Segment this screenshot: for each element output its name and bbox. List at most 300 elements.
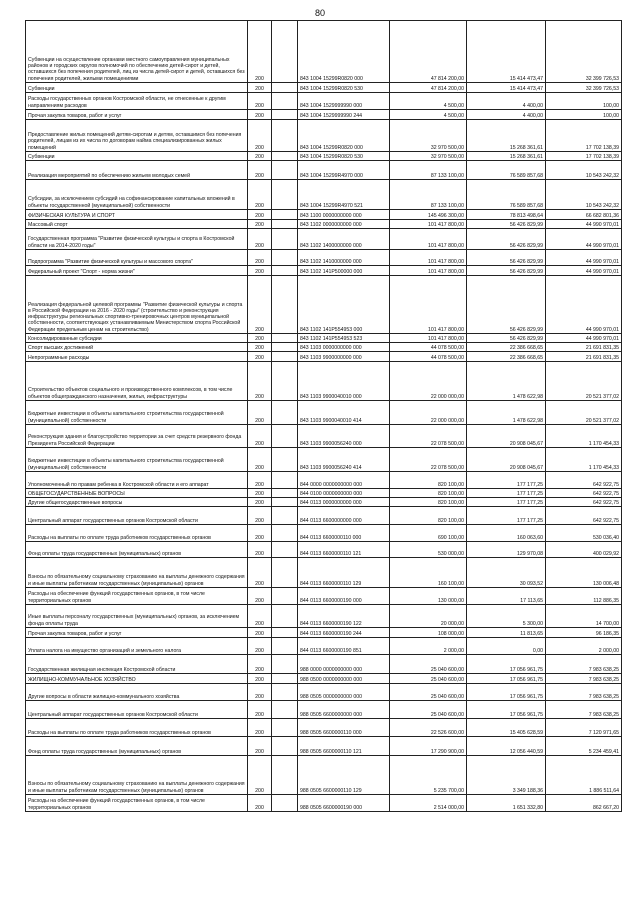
row-blank-cell <box>272 684 298 701</box>
row-classification-code: 844 0000 0000000000 000 <box>298 472 390 489</box>
row-executed-amount: 17 056 961,75 <box>467 701 546 719</box>
page-number: 80 <box>314 8 325 18</box>
row-executed-amount: 5 300,00 <box>467 605 546 628</box>
row-executed-amount: 15 414 473,47 <box>467 21 546 83</box>
row-admin-code: 200 <box>248 737 272 756</box>
row-name: Фонд оплаты труда государственных (муниципальных) органов <box>26 737 248 756</box>
row-blank-cell <box>272 628 298 638</box>
row-admin-code: 200 <box>248 655 272 674</box>
row-classification-code: 988 0505 6600000190 000 <box>298 795 390 812</box>
row-blank-cell <box>272 276 298 334</box>
row-name: Непрограммные расходы <box>26 352 248 362</box>
table-row <box>26 489 622 498</box>
row-executed-amount: 76 589 857,68 <box>467 180 546 210</box>
row-name: Субвенции <box>26 83 248 93</box>
table-row <box>26 448 622 472</box>
row-classification-code: 988 0505 6600000000 000 <box>298 701 390 719</box>
row-blank-cell <box>272 343 298 352</box>
row-name: Подпрограмма "Развитие физической культуры и массового спорта" <box>26 250 248 266</box>
row-blank-cell <box>272 489 298 498</box>
row-executed-amount: 177 177,25 <box>467 472 546 489</box>
row-blank-cell <box>272 448 298 472</box>
row-approved-amount: 25 040 600,00 <box>390 701 467 719</box>
row-classification-code: 843 1103 0000000000 000 <box>298 343 390 352</box>
row-executed-amount: 17 113,65 <box>467 588 546 605</box>
row-remainder-amount: 7 983 638,25 <box>546 701 622 719</box>
row-name: Прочая закупка товаров, работ и услуг <box>26 110 248 120</box>
row-executed-amount: 76 589 857,68 <box>467 161 546 180</box>
row-admin-code: 200 <box>248 525 272 542</box>
row-admin-code: 200 <box>248 343 272 352</box>
row-approved-amount: 101 417 800,00 <box>390 229 467 250</box>
row-remainder-amount: 17 702 138,39 <box>546 120 622 152</box>
row-remainder-amount: 44 990 970,01 <box>546 250 622 266</box>
row-name: Реализация федеральной целевой программы "Развитие физической культуры и спорта в Российской Федерации на 2016 - 2020 годы" (строительство и реконструкция инфраструктуры региональных спортивно-тренировочных центров муниципальной собственности, соответствующих устанавливаемым Министерством спорта Российской Федерации предельным ценам на строительство) <box>26 276 248 334</box>
row-name: Расходы на обеспечение функций государственных органов, в том числе территориальных органов <box>26 588 248 605</box>
row-remainder-amount: 530 036,40 <box>546 525 622 542</box>
row-admin-code: 200 <box>248 507 272 525</box>
row-blank-cell <box>272 638 298 655</box>
row-remainder-amount: 642 922,75 <box>546 489 622 498</box>
row-blank-cell <box>272 588 298 605</box>
row-name: Взносы по обязательному социальному страхованию на выплаты денежного содержания и иные выплаты работникам государственных (муниципальных) органов <box>26 558 248 588</box>
row-approved-amount: 101 417 800,00 <box>390 250 467 266</box>
budget-execution-table <box>25 20 622 812</box>
row-approved-amount: 820 100,00 <box>390 489 467 498</box>
row-remainder-amount: 7 983 638,25 <box>546 684 622 701</box>
row-executed-amount: 15 268 361,61 <box>467 120 546 152</box>
table-row <box>26 343 622 352</box>
row-admin-code: 200 <box>248 674 272 684</box>
row-approved-amount: 44 078 500,00 <box>390 352 467 362</box>
table-row <box>26 558 622 588</box>
row-blank-cell <box>272 161 298 180</box>
row-name: Консолидированные субсидии <box>26 334 248 343</box>
row-remainder-amount: 642 922,75 <box>546 498 622 507</box>
row-executed-amount: 17 056 961,75 <box>467 655 546 674</box>
row-executed-amount: 56 426 829,99 <box>467 276 546 334</box>
row-approved-amount: 22 078 500,00 <box>390 448 467 472</box>
row-remainder-amount: 112 886,35 <box>546 588 622 605</box>
row-executed-amount: 22 386 668,65 <box>467 343 546 352</box>
row-name: Уполномоченный по правам ребенка в Костромской области и его аппарат <box>26 472 248 489</box>
row-remainder-amount: 32 399 726,53 <box>546 83 622 93</box>
table-row <box>26 180 622 210</box>
row-approved-amount: 130 000,00 <box>390 588 467 605</box>
row-classification-code: 843 1102 1410000000 000 <box>298 250 390 266</box>
row-blank-cell <box>272 352 298 362</box>
row-executed-amount: 78 813 498,64 <box>467 210 546 220</box>
row-admin-code: 200 <box>248 229 272 250</box>
row-name: ФИЗИЧЕСКАЯ КУЛЬТУРА И СПОРТ <box>26 210 248 220</box>
row-admin-code: 200 <box>248 250 272 266</box>
row-approved-amount: 820 100,00 <box>390 498 467 507</box>
row-admin-code: 200 <box>248 628 272 638</box>
row-classification-code: 843 1103 9900040010 414 <box>298 401 390 425</box>
row-classification-code: 844 0113 0000000000 000 <box>298 498 390 507</box>
row-admin-code: 200 <box>248 588 272 605</box>
row-remainder-amount: 100,00 <box>546 93 622 110</box>
row-executed-amount: 1 651 332,80 <box>467 795 546 812</box>
row-classification-code: 843 1004 15299R4970 521 <box>298 180 390 210</box>
row-remainder-amount: 44 990 970,01 <box>546 276 622 334</box>
row-approved-amount: 4 500,00 <box>390 110 467 120</box>
row-admin-code: 200 <box>248 210 272 220</box>
row-executed-amount: 12 056 440,59 <box>467 737 546 756</box>
row-name: Государственная жилищная инспекция Костромской области <box>26 655 248 674</box>
table-row <box>26 638 622 655</box>
row-blank-cell <box>272 362 298 401</box>
row-blank-cell <box>272 507 298 525</box>
table-row <box>26 498 622 507</box>
row-approved-amount: 25 040 600,00 <box>390 655 467 674</box>
row-name: Федеральный проект "Спорт - норма жизни" <box>26 266 248 276</box>
row-approved-amount: 820 100,00 <box>390 507 467 525</box>
row-blank-cell <box>272 756 298 795</box>
row-remainder-amount: 21 691 831,35 <box>546 352 622 362</box>
table-row <box>26 93 622 110</box>
row-remainder-amount: 642 922,75 <box>546 507 622 525</box>
row-name: Центральный аппарат государственных органов Костромской области <box>26 507 248 525</box>
row-name: Государственная программа "Развитие физической культуры и спорта в Костромской области на 2014-2020 годы" <box>26 229 248 250</box>
row-name: Предоставление жилых помещений детям-сиротам и детям, оставшимся без попечения родителей, лицам из их числа по договорам найма специализированных жилых помещений <box>26 120 248 152</box>
row-admin-code: 200 <box>248 448 272 472</box>
row-remainder-amount: 1 170 454,33 <box>546 425 622 448</box>
row-classification-code: 843 1100 0000000000 000 <box>298 210 390 220</box>
row-classification-code: 844 0113 6600000110 121 <box>298 542 390 558</box>
row-name: Субвенции на осуществление органами местного самоуправления муниципальных районов и городских округов полномочий по обеспечению детей-сирот и детей, оставшихся без попечения родителей, лиц из числа детей-сирот и детей, оставшихся без попечения родителей, жилыми помещениями <box>26 21 248 83</box>
row-approved-amount: 32 970 500,00 <box>390 152 467 161</box>
row-approved-amount: 44 078 500,00 <box>390 343 467 352</box>
row-blank-cell <box>272 655 298 674</box>
row-classification-code: 988 0500 0000000000 000 <box>298 674 390 684</box>
row-name: Фонд оплаты труда государственных (муниципальных) органов <box>26 542 248 558</box>
row-approved-amount: 32 970 500,00 <box>390 120 467 152</box>
row-admin-code: 200 <box>248 498 272 507</box>
row-approved-amount: 101 417 800,00 <box>390 334 467 343</box>
row-approved-amount: 2 514 000,00 <box>390 795 467 812</box>
row-classification-code: 843 1102 1400000000 000 <box>298 229 390 250</box>
row-approved-amount: 690 100,00 <box>390 525 467 542</box>
row-name: Реконструкция здания и благоустройство территории за счет средств резервного фонда Президента Российской Федерации <box>26 425 248 448</box>
row-executed-amount: 56 426 829,99 <box>467 334 546 343</box>
row-approved-amount: 2 000,00 <box>390 638 467 655</box>
table-row <box>26 161 622 180</box>
row-classification-code: 844 0113 6600000190 122 <box>298 605 390 628</box>
row-blank-cell <box>272 472 298 489</box>
row-classification-code: 843 1102 0000000000 000 <box>298 220 390 229</box>
row-blank-cell <box>272 250 298 266</box>
row-blank-cell <box>272 334 298 343</box>
table-row <box>26 719 622 737</box>
table-row <box>26 756 622 795</box>
row-approved-amount: 101 417 800,00 <box>390 266 467 276</box>
table-row <box>26 795 622 812</box>
row-remainder-amount: 642 922,75 <box>546 472 622 489</box>
table-row <box>26 21 622 83</box>
row-remainder-amount: 96 186,35 <box>546 628 622 638</box>
row-admin-code: 200 <box>248 352 272 362</box>
row-remainder-amount: 7 983 638,25 <box>546 655 622 674</box>
row-executed-amount: 17 056 961,75 <box>467 674 546 684</box>
row-admin-code: 200 <box>248 719 272 737</box>
row-blank-cell <box>272 542 298 558</box>
table-row <box>26 425 622 448</box>
row-classification-code: 843 1103 9900040010 000 <box>298 362 390 401</box>
budget-table-body <box>26 21 622 812</box>
row-classification-code: 844 0113 6600000000 000 <box>298 507 390 525</box>
table-row <box>26 525 622 542</box>
table-row <box>26 628 622 638</box>
row-executed-amount: 56 426 829,99 <box>467 220 546 229</box>
row-classification-code: 843 1004 1529999990 244 <box>298 110 390 120</box>
row-classification-code: 843 1103 9900056240 414 <box>298 448 390 472</box>
row-classification-code: 843 1103 9900056240 000 <box>298 425 390 448</box>
row-name: Спорт высших достижений <box>26 343 248 352</box>
table-row <box>26 588 622 605</box>
table-row <box>26 152 622 161</box>
row-blank-cell <box>272 719 298 737</box>
row-admin-code: 200 <box>248 542 272 558</box>
row-admin-code: 200 <box>248 701 272 719</box>
row-approved-amount: 4 500,00 <box>390 93 467 110</box>
row-remainder-amount: 130 006,48 <box>546 558 622 588</box>
row-blank-cell <box>272 93 298 110</box>
row-remainder-amount: 17 702 138,39 <box>546 152 622 161</box>
row-executed-amount: 3 349 188,36 <box>467 756 546 795</box>
row-admin-code: 200 <box>248 161 272 180</box>
row-approved-amount: 101 417 800,00 <box>390 220 467 229</box>
row-executed-amount: 177 177,25 <box>467 489 546 498</box>
row-admin-code: 200 <box>248 110 272 120</box>
table-row <box>26 276 622 334</box>
row-blank-cell <box>272 525 298 542</box>
row-remainder-amount: 44 990 970,01 <box>546 229 622 250</box>
row-remainder-amount: 400 029,92 <box>546 542 622 558</box>
row-executed-amount: 56 426 829,99 <box>467 266 546 276</box>
row-admin-code: 200 <box>248 638 272 655</box>
row-remainder-amount: 5 234 459,41 <box>546 737 622 756</box>
row-approved-amount: 160 100,00 <box>390 558 467 588</box>
row-approved-amount: 530 000,00 <box>390 542 467 558</box>
table-row <box>26 507 622 525</box>
row-classification-code: 988 0505 0000000000 000 <box>298 684 390 701</box>
row-remainder-amount: 10 543 242,32 <box>546 180 622 210</box>
row-executed-amount: 15 405 628,59 <box>467 719 546 737</box>
row-approved-amount: 22 000 000,00 <box>390 401 467 425</box>
row-executed-amount: 20 908 045,67 <box>467 448 546 472</box>
row-remainder-amount: 2 000,00 <box>546 638 622 655</box>
row-approved-amount: 145 496 300,00 <box>390 210 467 220</box>
row-admin-code: 200 <box>248 334 272 343</box>
row-remainder-amount: 32 399 726,53 <box>546 21 622 83</box>
row-classification-code: 843 1004 15299R0820 530 <box>298 83 390 93</box>
row-executed-amount: 56 426 829,99 <box>467 250 546 266</box>
row-remainder-amount: 44 990 970,01 <box>546 220 622 229</box>
row-classification-code: 843 1004 15299R0820 000 <box>298 120 390 152</box>
table-row <box>26 83 622 93</box>
row-approved-amount: 22 526 600,00 <box>390 719 467 737</box>
row-classification-code: 843 1004 1529999990 000 <box>298 93 390 110</box>
row-executed-amount: 17 056 961,75 <box>467 684 546 701</box>
row-classification-code: 844 0100 0000000000 000 <box>298 489 390 498</box>
row-blank-cell <box>272 605 298 628</box>
row-executed-amount: 1 478 622,98 <box>467 401 546 425</box>
row-admin-code: 200 <box>248 795 272 812</box>
row-admin-code: 200 <box>248 266 272 276</box>
row-approved-amount: 87 133 100,00 <box>390 180 467 210</box>
row-blank-cell <box>272 180 298 210</box>
row-executed-amount: 11 813,65 <box>467 628 546 638</box>
table-row <box>26 401 622 425</box>
row-blank-cell <box>272 210 298 220</box>
row-name: Иные выплаты персоналу государственных (муниципальных) органов, за исключением фонда оплаты труда <box>26 605 248 628</box>
row-name: Расходы на выплаты по оплате труда работников государственных органов <box>26 719 248 737</box>
row-remainder-amount: 44 990 970,01 <box>546 334 622 343</box>
row-blank-cell <box>272 229 298 250</box>
row-classification-code: 843 1102 141P554953 000 <box>298 276 390 334</box>
row-name: Массовый спорт <box>26 220 248 229</box>
row-blank-cell <box>272 701 298 719</box>
row-classification-code: 844 0113 6600000110 129 <box>298 558 390 588</box>
row-name: Строительство объектов социального и производственного комплексов, в том числе объектов общегражданского назначения, жилья, инфраструктуры <box>26 362 248 401</box>
table-row <box>26 701 622 719</box>
row-admin-code: 200 <box>248 401 272 425</box>
row-blank-cell <box>272 558 298 588</box>
row-admin-code: 200 <box>248 83 272 93</box>
row-name: Субвенции <box>26 152 248 161</box>
row-name: Реализация мероприятий по обеспечению жильем молодых семей <box>26 161 248 180</box>
table-row <box>26 220 622 229</box>
row-classification-code: 988 0505 6600000110 129 <box>298 756 390 795</box>
row-admin-code: 200 <box>248 220 272 229</box>
table-row <box>26 110 622 120</box>
row-remainder-amount: 10 543 242,32 <box>546 161 622 180</box>
row-blank-cell <box>272 110 298 120</box>
row-remainder-amount: 21 691 831,35 <box>546 343 622 352</box>
row-name: Другие вопросы в области жилищно-коммунального хозяйства <box>26 684 248 701</box>
table-row <box>26 229 622 250</box>
table-row <box>26 250 622 266</box>
row-remainder-amount: 862 667,20 <box>546 795 622 812</box>
row-blank-cell <box>272 674 298 684</box>
row-remainder-amount: 1 886 511,64 <box>546 756 622 795</box>
row-name: Расходы на обеспечение функций государственных органов, в том числе территориальных органов <box>26 795 248 812</box>
row-classification-code: 843 1102 141P554953 523 <box>298 334 390 343</box>
row-approved-amount: 5 235 700,00 <box>390 756 467 795</box>
row-executed-amount: 4 400,00 <box>467 110 546 120</box>
row-approved-amount: 22 078 500,00 <box>390 425 467 448</box>
row-executed-amount: 177 177,25 <box>467 498 546 507</box>
row-name: Взносы по обязательному социальному страхованию на выплаты денежного содержания и иные выплаты работникам государственных (муниципальных) органов <box>26 756 248 795</box>
table-row <box>26 737 622 756</box>
table-row <box>26 362 622 401</box>
row-executed-amount: 160 063,60 <box>467 525 546 542</box>
row-remainder-amount: 20 521 377,02 <box>546 401 622 425</box>
table-row <box>26 120 622 152</box>
row-admin-code: 200 <box>248 276 272 334</box>
row-blank-cell <box>272 83 298 93</box>
row-approved-amount: 20 000,00 <box>390 605 467 628</box>
row-classification-code: 843 1102 141P500000 000 <box>298 266 390 276</box>
row-admin-code: 200 <box>248 684 272 701</box>
row-remainder-amount: 1 170 454,33 <box>546 448 622 472</box>
row-executed-amount: 15 268 361,61 <box>467 152 546 161</box>
row-name: Центральный аппарат государственных органов Костромской области <box>26 701 248 719</box>
row-classification-code: 988 0505 6600000110 000 <box>298 719 390 737</box>
row-remainder-amount: 7 983 638,25 <box>546 674 622 684</box>
row-name: Бюджетные инвестиции в объекты капитального строительства государственной (муниципальной) собственности <box>26 448 248 472</box>
row-admin-code: 200 <box>248 152 272 161</box>
row-classification-code: 843 1103 9900000000 000 <box>298 352 390 362</box>
row-approved-amount: 17 290 900,00 <box>390 737 467 756</box>
row-name: Прочая закупка товаров, работ и услуг <box>26 628 248 638</box>
row-approved-amount: 87 133 100,00 <box>390 161 467 180</box>
row-executed-amount: 129 970,08 <box>467 542 546 558</box>
row-admin-code: 200 <box>248 425 272 448</box>
row-remainder-amount: 20 521 377,02 <box>546 362 622 401</box>
row-blank-cell <box>272 120 298 152</box>
row-blank-cell <box>272 152 298 161</box>
row-approved-amount: 820 100,00 <box>390 472 467 489</box>
row-remainder-amount: 66 682 801,36 <box>546 210 622 220</box>
row-classification-code: 843 1004 15299R0820 530 <box>298 152 390 161</box>
row-name: Уплата налога на имущество организаций и земельного налога <box>26 638 248 655</box>
row-classification-code: 988 0505 6600000110 121 <box>298 737 390 756</box>
row-classification-code: 844 0113 6600000110 000 <box>298 525 390 542</box>
row-blank-cell <box>272 737 298 756</box>
table-row <box>26 655 622 674</box>
row-admin-code: 200 <box>248 489 272 498</box>
row-name: ОБЩЕГОСУДАРСТВЕННЫЕ ВОПРОСЫ <box>26 489 248 498</box>
table-row <box>26 210 622 220</box>
row-name: ЖИЛИЩНО-КОММУНАЛЬНОЕ ХОЗЯЙСТВО <box>26 674 248 684</box>
row-admin-code: 200 <box>248 362 272 401</box>
table-row <box>26 605 622 628</box>
row-approved-amount: 47 814 200,00 <box>390 83 467 93</box>
row-approved-amount: 22 000 000,00 <box>390 362 467 401</box>
row-executed-amount: 0,00 <box>467 638 546 655</box>
row-approved-amount: 47 814 200,00 <box>390 21 467 83</box>
row-classification-code: 843 1004 15299R4970 000 <box>298 161 390 180</box>
row-remainder-amount: 7 120 971,65 <box>546 719 622 737</box>
table-row <box>26 472 622 489</box>
table-row <box>26 684 622 701</box>
row-executed-amount: 30 093,52 <box>467 558 546 588</box>
row-blank-cell <box>272 21 298 83</box>
row-blank-cell <box>272 401 298 425</box>
row-name: Бюджетные инвестиции в объекты капитального строительства государственной (муниципальной) собственности <box>26 401 248 425</box>
row-blank-cell <box>272 220 298 229</box>
row-blank-cell <box>272 266 298 276</box>
row-blank-cell <box>272 795 298 812</box>
table-row <box>26 334 622 343</box>
row-admin-code: 200 <box>248 120 272 152</box>
row-admin-code: 200 <box>248 605 272 628</box>
row-approved-amount: 101 417 800,00 <box>390 276 467 334</box>
row-admin-code: 200 <box>248 93 272 110</box>
row-blank-cell <box>272 425 298 448</box>
row-executed-amount: 1 478 622,98 <box>467 362 546 401</box>
row-approved-amount: 25 040 600,00 <box>390 674 467 684</box>
row-executed-amount: 177 177,25 <box>467 507 546 525</box>
row-remainder-amount: 100,00 <box>546 110 622 120</box>
row-approved-amount: 108 000,00 <box>390 628 467 638</box>
row-blank-cell <box>272 498 298 507</box>
row-executed-amount: 20 908 045,67 <box>467 425 546 448</box>
row-remainder-amount: 44 990 970,01 <box>546 266 622 276</box>
row-classification-code: 844 0113 6600000190 000 <box>298 588 390 605</box>
